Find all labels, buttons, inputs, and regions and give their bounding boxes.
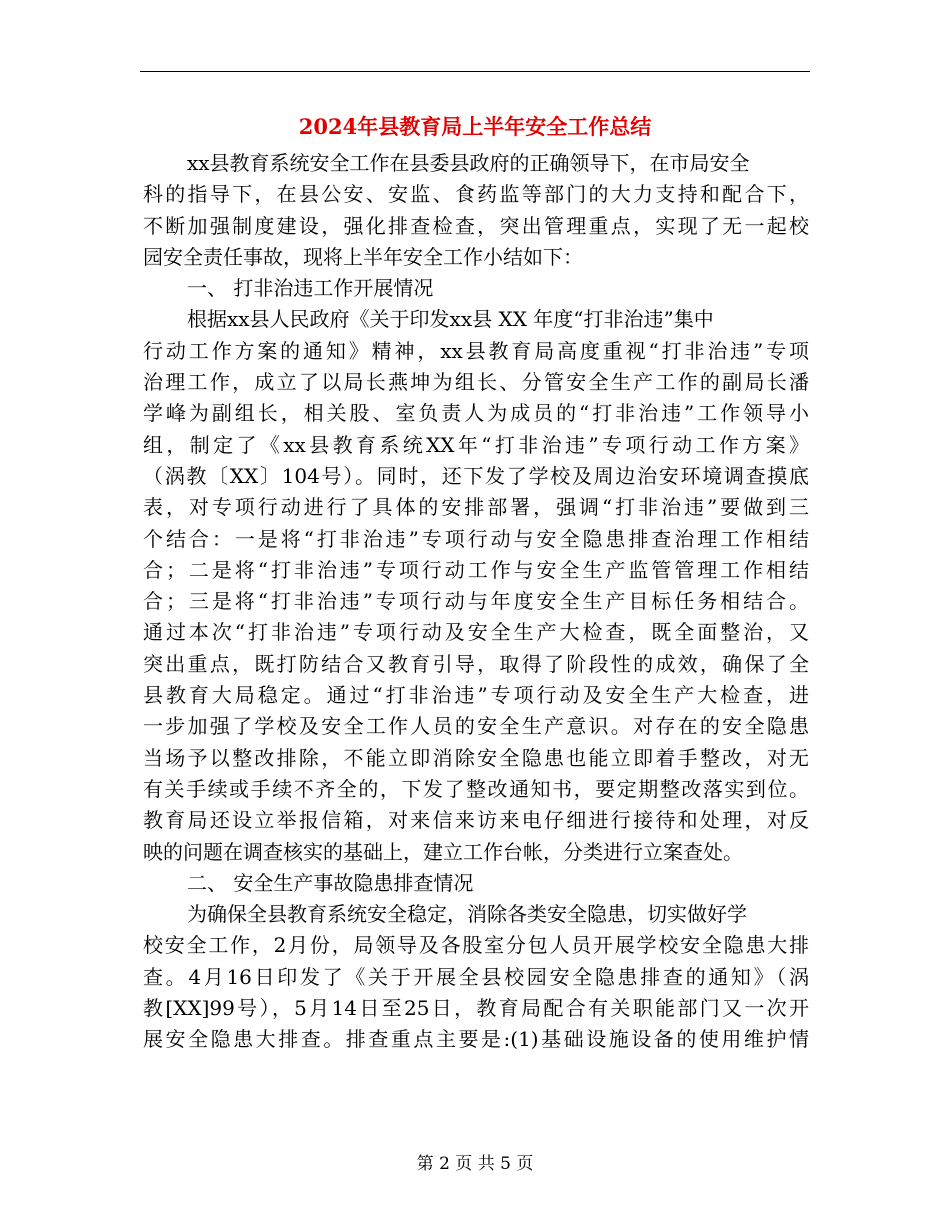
paragraph-line: 有关手续或手续不齐全的，下发了整改通知书，要定期整改落实到位。 [143, 776, 809, 801]
paragraph-line: 当场予以整改排除，不能立即消除安全隐患也能立即着手整改，对无 [143, 745, 809, 770]
paragraph-line: 根据xx县人民政府《关于印发xx县 XX 年度“打非治违”集中 [187, 307, 714, 332]
paragraph-line: 学峰为副组长，相关股、室负责人为成员的“打非治违”工作领导小 [143, 401, 809, 426]
paragraph-line: 个结合：一是将“打非治违”专项行动与安全隐患排查治理工作相结 [143, 526, 809, 551]
paragraph-line: （涡教〔XX〕104号）。同时，还下发了学校及周边治安环境调查摸底 [143, 463, 809, 488]
section-heading: 二、 安全生产事故隐患排查情况 [187, 870, 474, 895]
paragraph-line: 科的指导下，在县公安、安监、食药监等部门的大力支持和配合下， [143, 182, 809, 207]
paragraph-line: 展安全隐患大排查。排查重点主要是:(1)基础设施设备的使用维护情 [143, 1027, 809, 1052]
paragraph-line: 合；三是将“打非治违”专项行动与年度安全生产目标任务相结合。 [143, 589, 809, 614]
paragraph-line: 校安全工作，2月份，局领导及各股室分包人员开展学校安全隐患大排 [143, 933, 809, 958]
document-body [143, 148, 809, 1056]
document-title: 2024年县教育局上半年安全工作总结 [298, 114, 652, 139]
paragraph-line: 合；二是将“打非治违”专项行动工作与安全生产监管管理工作相结 [143, 557, 809, 582]
paragraph-line: 组，制定了《xx县教育系统XX年“打非治违”专项行动工作方案》 [143, 432, 809, 457]
paragraph-line: xx县教育系统安全工作在县委县政府的正确领导下，在市局安全 [187, 151, 750, 175]
paragraph-line: 为确保全县教育系统安全稳定，消除各类安全隐患，切实做好学 [187, 902, 747, 927]
header-rule [140, 71, 810, 72]
paragraph-line: 行动工作方案的通知》精神，xx县教育局高度重视“打非治违”专项 [143, 338, 809, 363]
paragraph-line: 一步加强了学校及安全工作人员的安全生产意识。对存在的安全隐患 [143, 714, 809, 739]
paragraph-line: 突出重点，既打防结合又教育引导，取得了阶段性的成效，确保了全 [143, 651, 809, 676]
paragraph-line: 园安全责任事故，现将上半年安全工作小结如下： [143, 244, 583, 269]
section-heading: 一、 打非治违工作开展情况 [187, 276, 434, 301]
paragraph-line: 映的问题在调查核实的基础上，建立工作台帐，分类进行立案查处。 [143, 839, 743, 864]
paragraph-line: 治理工作，成立了以局长燕坤为组长、分管安全生产工作的副局长潘 [143, 370, 809, 395]
paragraph-line: 教[XX]99号），5月14日至25日，教育局配合有关职能部门又一次开 [143, 996, 809, 1021]
paragraph-line: 县教育大局稳定。通过“打非治违”专项行动及安全生产大检查，进 [143, 683, 809, 708]
paragraph-line: 教育局还设立举报信箱，对来信来访来电仔细进行接待和处理，对反 [143, 808, 809, 833]
paragraph-line: 不断加强制度建设，强化排查检查，突出管理重点，实现了无一起校 [143, 213, 809, 238]
paragraph-line: 表，对专项行动进行了具体的安排部署，强调“打非治违”要做到三 [143, 495, 809, 520]
paragraph-line: 通过本次“打非治违”专项行动及安全生产大检查，既全面整治，又 [143, 620, 809, 645]
paragraph-line: 查。4月16日印发了《关于开展全县校园安全隐患排查的通知》（涡 [143, 964, 809, 989]
page-number: 第 2 页 共 5 页 [416, 1154, 534, 1174]
